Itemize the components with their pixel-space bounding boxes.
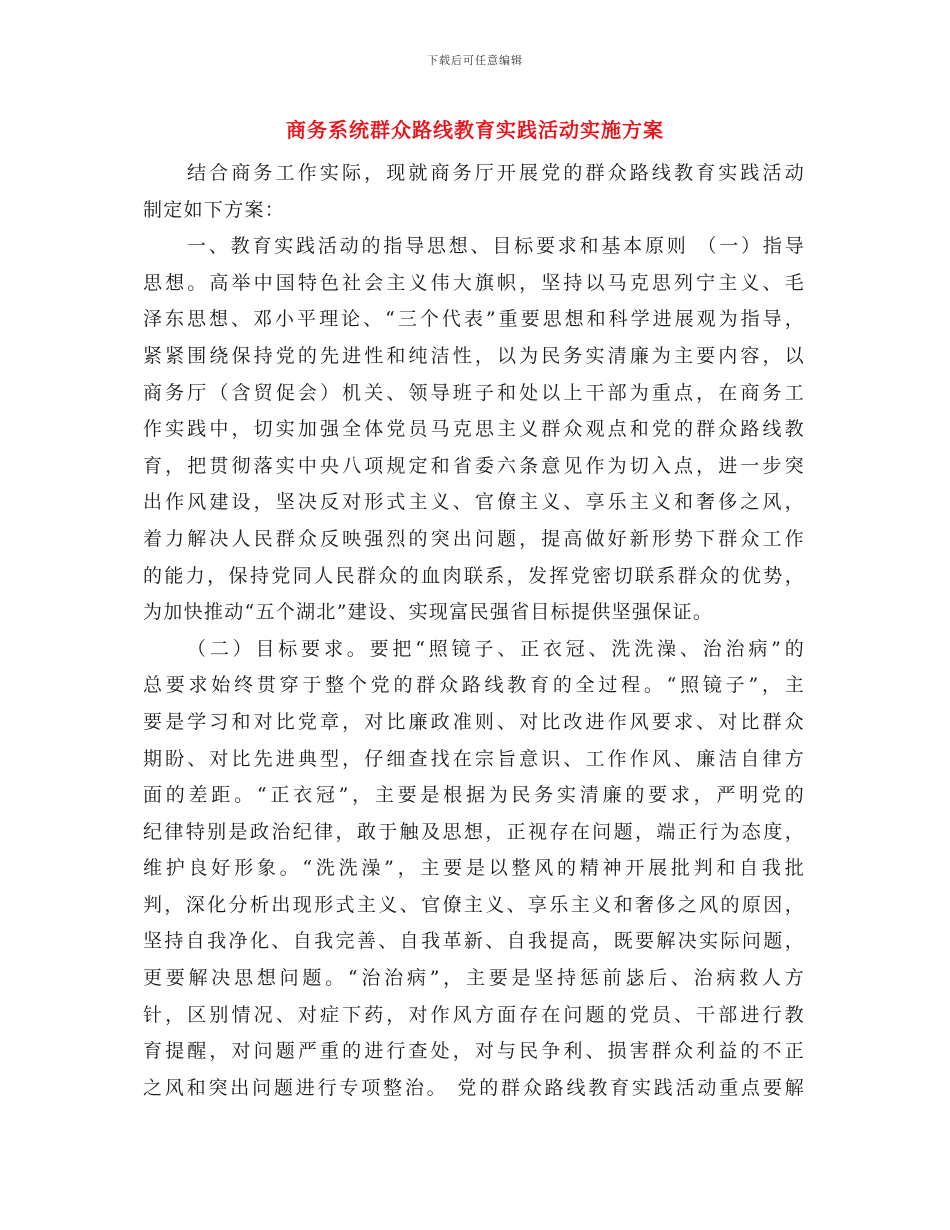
body-text-line: 着力解决人民群众反映强烈的突出问题，提高做好新形势下群众工作 bbox=[143, 527, 805, 550]
body-text-line: 为加快推动“五个湖北”建设、实现富民强省目标提供坚强保证。 bbox=[143, 601, 714, 624]
body-text-line: 紧紧围绕保持党的先进性和纯洁性，以为民务实清廉为主要内容，以 bbox=[143, 344, 805, 367]
body-text-line: 育提醒，对问题严重的进行查处，对与民争利、损害群众利益的不正 bbox=[143, 1040, 805, 1063]
body-text-line: 结合商务工作实际，现就商务厅开展党的群众路线教育实践活动 bbox=[187, 162, 805, 184]
document-title: 商务系统群众路线教育实践活动实施方案 bbox=[286, 118, 664, 142]
body-text-line: 期盼、对比先进典型，仔细查找在宗旨意识、工作作风、廉洁自律方 bbox=[143, 747, 805, 770]
page-header-note: 下载后可任意编辑 bbox=[427, 54, 523, 67]
body-text-line: 判，深化分析出现形式主义、官僚主义、享乐主义和奢侈之风的原因， bbox=[143, 893, 805, 916]
body-text-line: 的能力，保持党同人民群众的血肉联系，发挥党密切联系群众的优势， bbox=[143, 564, 805, 587]
body-text-line: 要是学习和对比党章，对比廉政准则、对比改进作风要求、对比群众 bbox=[143, 710, 805, 733]
body-text-line: 出作风建设，坚决反对形式主义、官僚主义、享乐主义和奢侈之风， bbox=[143, 491, 805, 514]
body-text-line: 制定如下方案： bbox=[143, 198, 286, 221]
document-body bbox=[143, 155, 805, 1106]
body-text-line: 针，区别情况、对症下药，对作风方面存在问题的党员、干部进行教 bbox=[143, 1003, 805, 1026]
body-text-line: 之风和突出问题进行专项整治。 党的群众路线教育实践活动重点要解 bbox=[143, 1076, 805, 1099]
body-text-line: 坚持自我净化、自我完善、自我革新、自我提高，既要解决实际问题， bbox=[143, 930, 805, 953]
body-text-line: 商务厅（含贸促会）机关、领导班子和处以上干部为重点，在商务工 bbox=[143, 381, 805, 404]
body-text-line: （二）目标要求。要把“照镜子、正衣冠、洗洗澡、治治病”的 bbox=[187, 637, 805, 660]
body-text-line: 总要求始终贯穿于整个党的群众路线教育的全过程。“照镜子”，主 bbox=[143, 674, 805, 697]
body-text-line: 育，把贯彻落实中央八项规定和省委六条意见作为切入点，进一步突 bbox=[143, 454, 805, 477]
body-text-line: 思想。高举中国特色社会主义伟大旗帜，坚持以马克思列宁主义、毛 bbox=[143, 271, 805, 294]
body-text-line: 一、教育实践活动的指导思想、目标要求和基本原则 （一）指导 bbox=[187, 235, 805, 258]
body-text-line: 更要解决思想问题。“治治病”，主要是坚持惩前毖后、治病救人方 bbox=[143, 967, 805, 990]
body-text-line: 维护良好形象。“洗洗澡”，主要是以整风的精神开展批判和自我批 bbox=[143, 857, 805, 880]
body-text-line: 面的差距。“正衣冠”，主要是根据为民务实清廉的要求，严明党的 bbox=[143, 784, 805, 807]
body-text-line: 纪律特别是政治纪律，敢于触及思想，正视存在问题，端正行为态度， bbox=[143, 820, 805, 843]
body-text-line: 作实践中，切实加强全体党员马克思主义群众观点和党的群众路线教 bbox=[143, 418, 805, 441]
body-text-line: 泽东思想、邓小平理论、“三个代表”重要思想和科学进展观为指导， bbox=[143, 308, 805, 331]
